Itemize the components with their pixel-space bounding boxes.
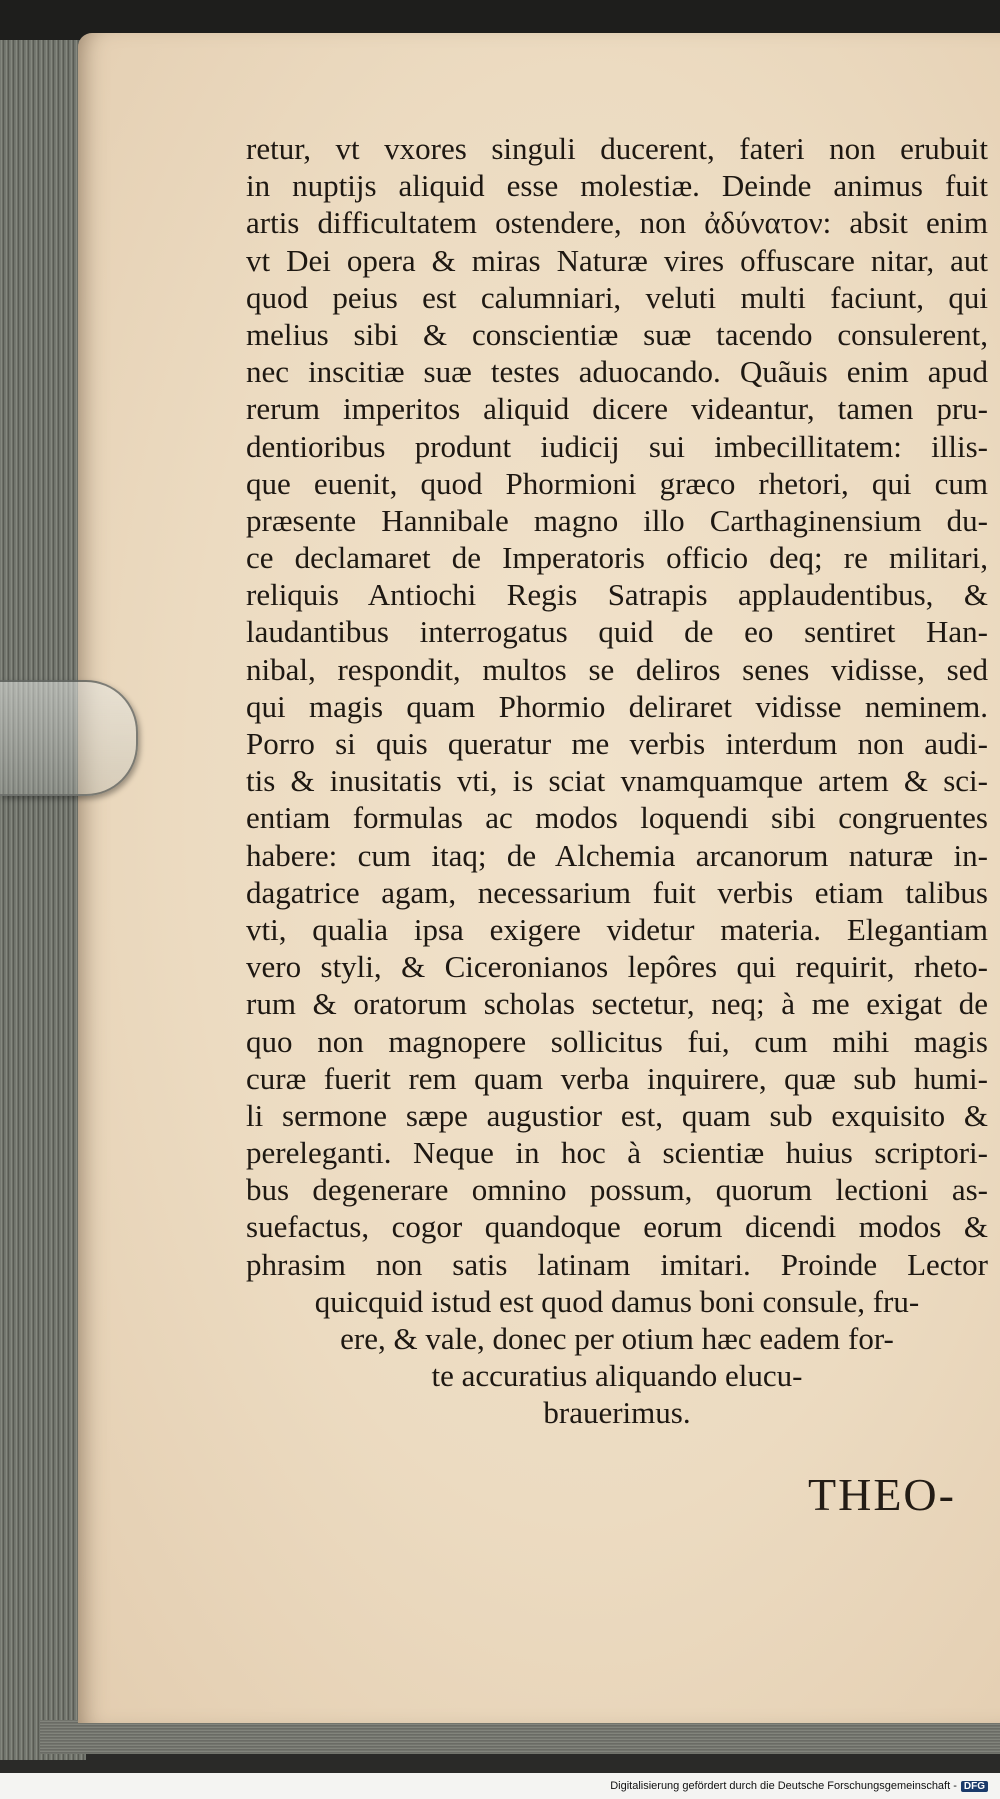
text-line: entiam formulas ac modos loquendi sibi congruentes	[246, 800, 988, 836]
closing-line: quicquid istud est quod damus boni consule, fru-	[314, 1283, 920, 1319]
page-clip	[0, 680, 138, 796]
credit-text: Digitalisierung gefördert durch die Deutsche Forschungsgemeinschaft -	[610, 1780, 957, 1792]
text-line: li sermone sæpe augustior est, quam sub exquisito &	[246, 1097, 988, 1133]
dfg-logo-icon: DFG	[961, 1781, 988, 1792]
text-line: habere: cum itaq; de Alchemia arcanorum naturæ in-	[246, 837, 988, 873]
book-page-edges-bottom	[40, 1720, 1000, 1754]
text-line: in nuptijs aliquid esse molestiæ. Deinde animus fuit	[246, 168, 988, 204]
text-line: qui magis quam Phormio deliraret vidisse neminem.	[246, 688, 988, 724]
text-line: laudantibus interrogatus quid de eo sentiret Han-	[246, 614, 988, 650]
text-line: Porro si quis queratur me verbis interdum non audi-	[246, 726, 988, 761]
closing-line: te accuratius aliquando elucu-	[431, 1358, 803, 1394]
text-line: quod peius est calumniari, veluti multi faciunt, qui	[246, 279, 988, 315]
text-line: vti, qualia ipsa exigere videtur materia. Elegantiam	[246, 911, 988, 947]
text-line: que euenit, quod Phormioni græco rhetori, qui cum	[246, 465, 988, 501]
text-line: suefactus, cogor quandoque eorum dicendi modos &	[246, 1209, 988, 1245]
text-line: artis difficultatem ostendere, non ἀδύνατον: absit enim	[246, 205, 988, 241]
text-line: quo non magnopere sollicitus fui, cum mihi magis	[246, 1023, 988, 1059]
text-line: præsente Hannibale magno illo Carthaginensium du-	[246, 502, 988, 538]
digitization-credit	[606, 1779, 992, 1793]
text-line: bus degenerare omnino possum, quorum lectioni as-	[246, 1172, 988, 1208]
text-line: ce declamaret de Imperatoris officio deq; re militari,	[246, 540, 988, 576]
book-page-edges	[0, 40, 86, 1760]
text-line: dentioribus produnt iudicij sui imbecillitatem: illis-	[246, 428, 988, 464]
catchword: THEO-	[808, 1469, 956, 1520]
text-line: vt Dei opera & miras Naturæ vires offuscare nitar, aut	[246, 242, 988, 278]
text-line: dagatrice agam, necessarium fuit verbis etiam talibus	[246, 874, 988, 910]
text-line: rum & oratorum scholas sectetur, neq; à me exigat de	[246, 986, 988, 1022]
text-line: rerum imperitos aliquid dicere videantur, tamen pru-	[246, 391, 988, 427]
text-line: vero styli, & Ciceronianos lepôres qui requirit, rheto-	[246, 949, 988, 985]
text-line: melius sibi & conscientiæ suæ tacendo consulerent,	[246, 316, 988, 352]
body-text	[246, 130, 988, 1432]
closing-line: brauerimus.	[543, 1395, 691, 1431]
text-line: pereleganti. Neque in hoc à scientiæ huius scriptori-	[246, 1135, 988, 1171]
text-line: retur, vt vxores singuli ducerent, fateri non erubuit	[246, 131, 988, 166]
text-line: nec inscitiæ suæ testes aduocando. Quãuis enim apud	[246, 354, 988, 390]
text-line: nibal, respondit, multos se deliros senes vidisse, sed	[246, 651, 988, 687]
text-line: tis & inusitatis vti, is sciat vnamquamque artem & sci-	[246, 763, 988, 799]
text-line: phrasim non satis latinam imitari. Proinde Lector	[246, 1246, 988, 1282]
text-line: curæ fuerit rem quam verba inquirere, quæ sub humi-	[246, 1060, 988, 1096]
closing-line: ere, & vale, donec per otium hæc eadem for-	[340, 1321, 894, 1356]
text-line: reliquis Antiochi Regis Satrapis applaudentibus, &	[246, 577, 988, 613]
